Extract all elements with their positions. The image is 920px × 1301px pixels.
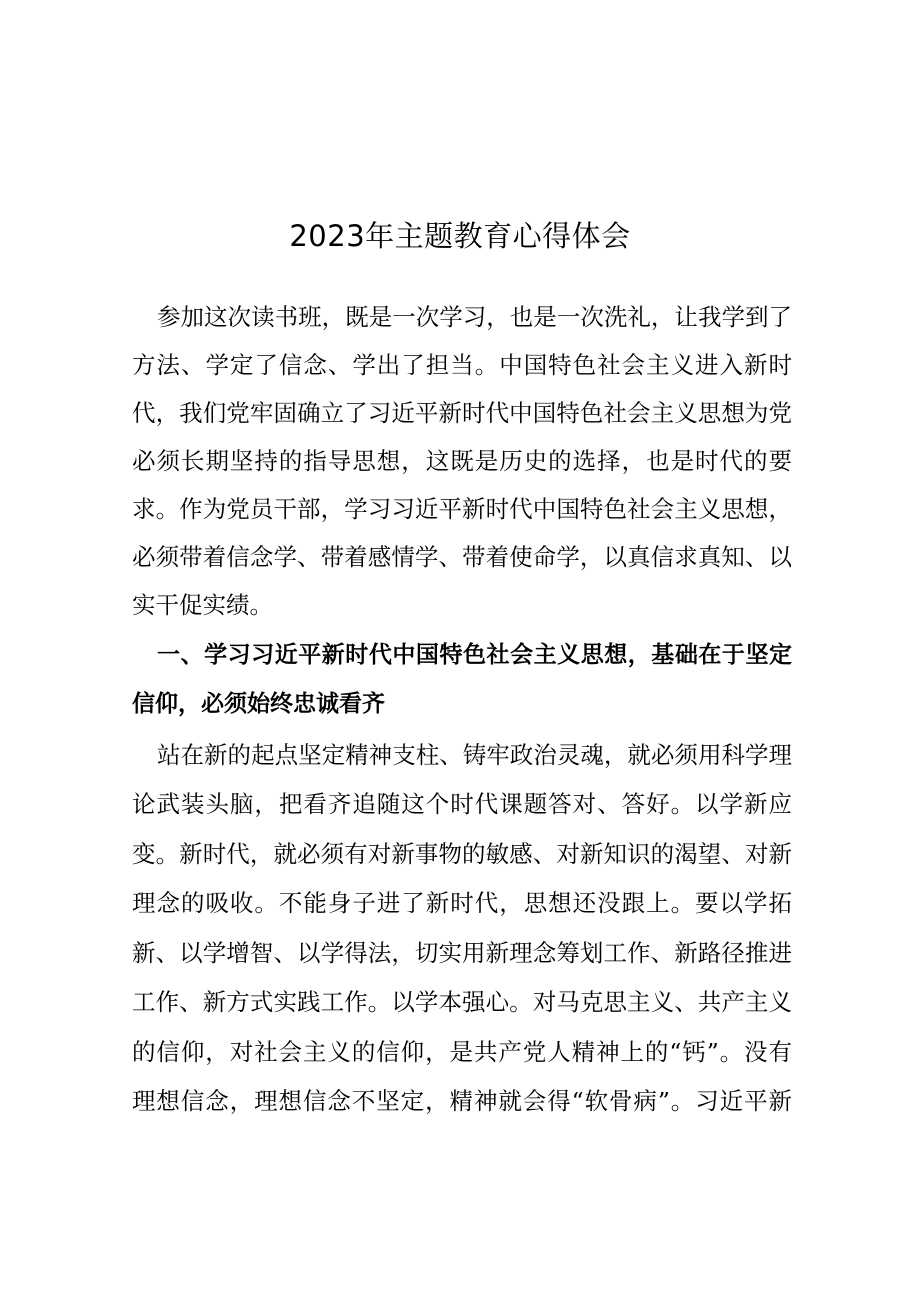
- paragraph-line: 代，我们党牢固确立了习近平新时代中国特色社会主义思想为党: [132, 399, 792, 427]
- paragraph-line: 工作、新方式实践工作。以学本强心。对马克思主义、共产主义: [132, 988, 792, 1016]
- paragraph-line: 方法、学定了信念、学出了担当。中国特色社会主义进入新时: [132, 351, 792, 379]
- section-heading-line: 信仰，必须始终忠诚看齐: [132, 691, 385, 717]
- paragraph-line: 必须长期坚持的指导思想，这既是历史的选择，也是时代的要: [132, 447, 792, 475]
- paragraph-line: 站在新的起点坚定精神支柱、铸牢政治灵魂，就必须用科学理: [157, 741, 792, 769]
- paragraph-line: 论武装头脑，把看齐追随这个时代课题答对、答好。以学新应: [132, 790, 792, 818]
- paragraph-line: 求。作为党员干部，学习习近平新时代中国特色社会主义思想，: [132, 495, 792, 523]
- document-title: 2023年主题教育心得体会: [289, 219, 631, 253]
- paragraph-line: 理念的吸收。不能身子进了新时代，思想还没跟上。要以学拓: [132, 889, 792, 917]
- paragraph-line: 必须带着信念学、带着感情学、带着使命学，以真信求真知、以: [132, 543, 792, 571]
- paragraph-line: 新、以学增智、以学得法，切实用新理念筹划工作、新路径推进: [132, 939, 792, 967]
- paragraph-line: 的信仰，对社会主义的信仰，是共产党人精神上的“钙”。没有: [132, 1038, 792, 1066]
- paragraph-line: 实干促实绩。: [132, 591, 273, 619]
- paragraph-line: 理想信念，理想信念不坚定，精神就会得“软骨病”。习近平新: [132, 1087, 792, 1115]
- paragraph-line: 变。新时代，就必须有对新事物的敏感、对新知识的渴望、对新: [132, 840, 792, 868]
- paragraph-line: 参加这次读书班，既是一次学习，也是一次洗礼，让我学到了: [157, 303, 792, 331]
- section-heading-line: 一、学习习近平新时代中国特色社会主义思想，基础在于坚定: [157, 642, 792, 668]
